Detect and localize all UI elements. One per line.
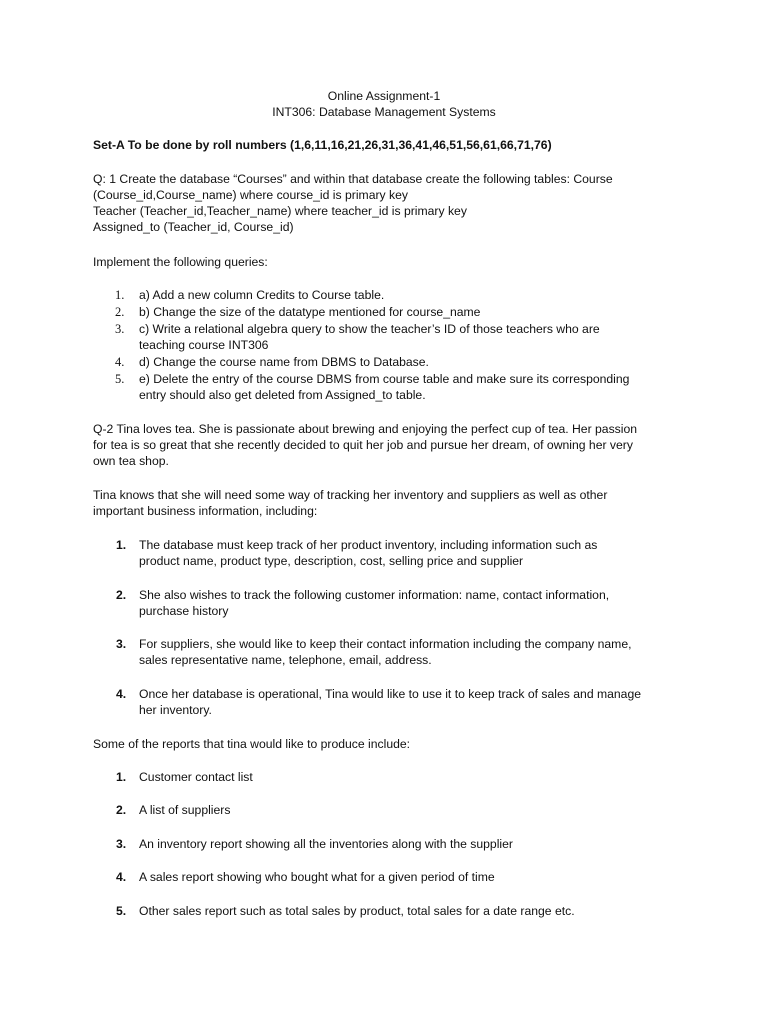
list-item-continuation: teaching course INT306 [139,338,269,352]
list-number: 5. [116,904,127,918]
q1-line: (Course_id,Course_name) where course_id is primary key [93,188,408,202]
q2-paragraph-line: important business information, including: [93,504,318,518]
list-item: c) Write a relational algebra query to show the teacher’s ID of those teachers who are [139,322,600,336]
q2-paragraph-line: Tina knows that she will need some way of tracking her inventory and suppliers as well as other [93,488,608,502]
list-item-continuation: entry should also get deleted from Assigned_to table. [139,388,426,402]
q1-line: Q: 1 Create the database “Courses” and within that database create the following tables: Course [93,172,613,186]
set-line: Set-A To be done by roll numbers (1,6,11,16,21,26,31,36,41,46,51,56,61,66,71,76) [93,138,552,152]
list-number: 3. [115,322,125,336]
q1-line: Teacher (Teacher_id,Teacher_name) where teacher_id is primary key [93,204,467,218]
list-item: She also wishes to track the following customer information: name, contact information, [139,588,610,602]
list-number: 3. [116,837,127,851]
q1-intro: Implement the following queries: [93,255,268,269]
document-subtitle: INT306: Database Management Systems [272,105,496,119]
document-title: Online Assignment-1 [327,89,441,103]
list-number: 2. [115,305,125,319]
list-number: 5. [115,372,125,386]
list-item-continuation: purchase history [139,604,229,618]
list-item: e) Delete the entry of the course DBMS from course table and make sure its corresponding [139,372,630,386]
list-number: 4. [116,870,127,884]
q1-line: Assigned_to (Teacher_id, Course_id) [93,220,294,234]
list-item: For suppliers, she would like to keep their contact information including the company name, [139,637,632,651]
list-item: The database must keep track of her product inventory, including information such as [139,538,598,552]
list-item: b) Change the size of the datatype mentioned for course_name [139,305,481,319]
list-number: 4. [115,355,125,369]
list-number: 1. [116,770,127,784]
list-item-continuation: sales representative name, telephone, email, address. [139,653,432,667]
q2-paragraph-line: for tea is so great that she recently decided to quit her job and pursue her dream, of owning her very [93,438,633,452]
list-number: 2. [116,588,127,602]
list-item: a) Add a new column Credits to Course table. [139,288,385,302]
list-item: d) Change the course name from DBMS to Database. [139,355,429,369]
q2-paragraph-line: own tea shop. [93,454,169,468]
list-number: 1. [116,538,127,552]
list-item: A list of suppliers [139,803,231,817]
list-number: 4. [116,687,127,701]
list-item: Once her database is operational, Tina would like to use it to keep track of sales and manage [139,687,642,701]
list-item: Other sales report such as total sales by product, total sales for a date range etc. [139,904,575,918]
reports-intro: Some of the reports that tina would like to produce include: [93,737,411,751]
list-item: An inventory report showing all the inventories along with the supplier [139,837,513,851]
list-item: Customer contact list [139,770,253,784]
list-number: 3. [116,637,127,651]
list-item-continuation: her inventory. [139,703,212,717]
list-item-continuation: product name, product type, description, cost, selling price and supplier [139,554,524,568]
q2-paragraph-line: Q-2 Tina loves tea. She is passionate about brewing and enjoying the perfect cup of tea. Her passion [93,422,638,436]
list-number: 1. [115,288,125,302]
list-number: 2. [116,803,127,817]
list-item: A sales report showing who bought what for a given period of time [139,870,495,884]
